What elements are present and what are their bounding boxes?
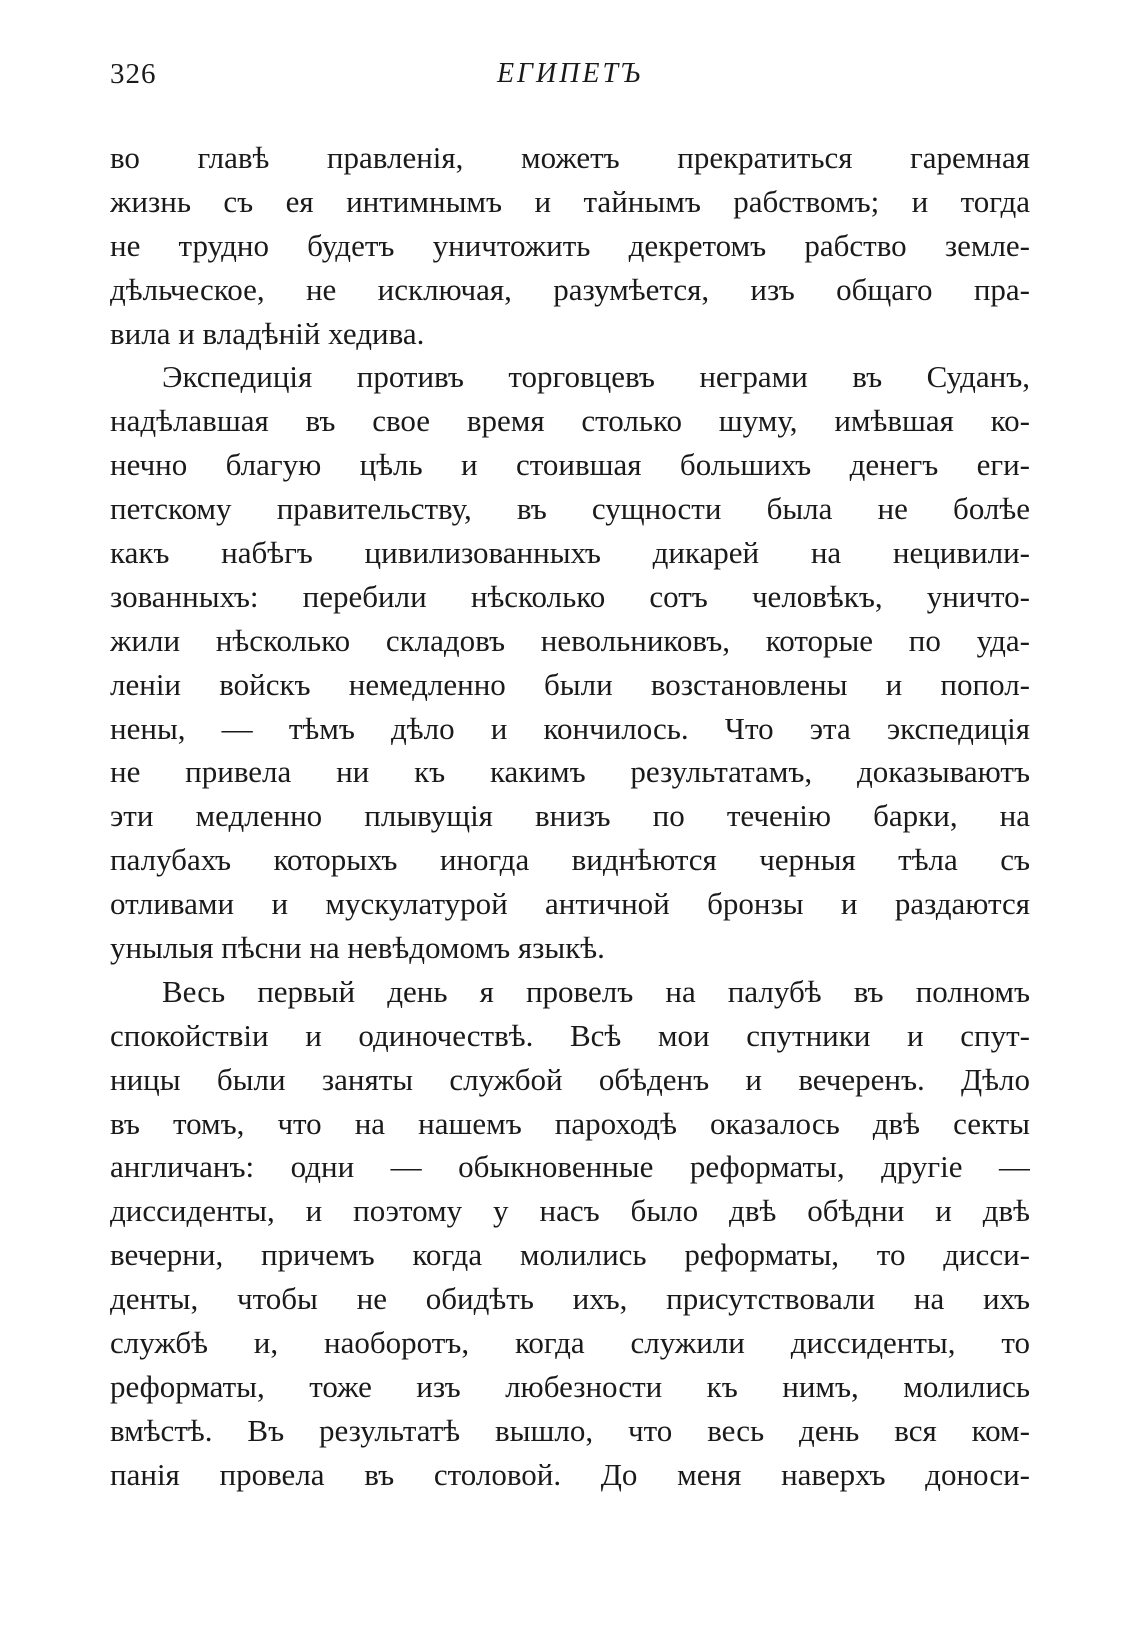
text-line: дѣльческое, не исключая, разумѣется, изъ общаго пра- xyxy=(110,271,1030,307)
text-line: вечерни, причемъ когда молились реформаты, то дисси- xyxy=(110,1237,1030,1273)
text-line: отливами и мускулатурой античной бронзы и раздаются xyxy=(110,886,1030,922)
text-line: надѣлавшая въ свое время столько шуму, имѣвшая ко- xyxy=(110,403,1030,439)
text-line: англичанъ: одни — обыкновенные реформаты, другіе — xyxy=(110,1149,1030,1185)
paragraph-3 xyxy=(110,970,1030,1497)
text-line: спокойствіи и одиночествѣ. Всѣ мои спутники и спут- xyxy=(110,1017,1030,1053)
paragraph-1 xyxy=(110,136,1030,355)
text-line: зованныхъ: перебили нѣсколько сотъ человѣкъ, уничто- xyxy=(110,578,1030,614)
text-line: леніи войскъ немедленно были возстановлены и попол- xyxy=(110,666,1030,702)
body-text xyxy=(110,136,1030,1497)
text-line: Весь первый день я провелъ на палубѣ въ полномъ xyxy=(162,973,1030,1009)
text-line: ницы были заняты службой обѣденъ и вечеренъ. Дѣло xyxy=(110,1061,1030,1097)
text-line: во главѣ правленія, можетъ прекратиться гаремная xyxy=(110,140,1030,175)
text-line: жизнь съ ея интимнымъ и тайнымъ рабствомъ; и тогда xyxy=(110,183,1030,219)
text-line: унылыя пѣсни на невѣдомомъ языкѣ. xyxy=(110,930,605,966)
text-line: Экспедиція противъ торговцевъ неграми въ Суданъ, xyxy=(162,359,1030,395)
text-line: жили нѣсколько складовъ невольниковъ, которые по уда- xyxy=(110,622,1030,658)
text-line: петскому правительству, въ сущности была не болѣе xyxy=(110,491,1030,527)
text-line: нены, — тѣмъ дѣло и кончилось. Что эта экспедиція xyxy=(110,710,1030,746)
text-line: службѣ и, наоборотъ, когда служили диссиденты, то xyxy=(110,1325,1030,1361)
text-line: не привела ни къ какимъ результатамъ, доказываютъ xyxy=(110,754,1030,790)
text-line: палубахъ которыхъ иногда виднѣются черныя тѣла съ xyxy=(110,842,1030,878)
text-line: не трудно будетъ уничтожить декретомъ рабство земле- xyxy=(110,227,1030,263)
text-line: вмѣстѣ. Въ результатѣ вышло, что весь день вся ком- xyxy=(110,1412,1030,1448)
page-number: 326 xyxy=(110,58,157,90)
text-line: въ томъ, что на нашемъ пароходѣ оказалось двѣ секты xyxy=(110,1105,1030,1141)
text-line: вила и владѣній хедива. xyxy=(110,315,425,351)
text-line: какъ набѣгъ цивилизованныхъ дикарей на нецивили- xyxy=(110,535,1030,571)
running-title: ЕГИПЕТЪ xyxy=(496,58,644,89)
text-line: панія провела въ столовой. До меня наверхъ доноси- xyxy=(110,1456,1030,1492)
running-head xyxy=(110,58,1030,98)
text-line: диссиденты, и поэтому у насъ было двѣ обѣдни и двѣ xyxy=(110,1193,1030,1229)
text-line: реформаты, тоже изъ любезности къ нимъ, молились xyxy=(110,1368,1030,1404)
text-line: эти медленно плывущія внизъ по теченію барки, на xyxy=(110,798,1030,834)
text-line: денты, чтобы не обидѣть ихъ, присутствовали на ихъ xyxy=(110,1281,1030,1317)
text-line: нечно благую цѣль и стоившая большихъ денегъ еги- xyxy=(110,447,1030,483)
paragraph-2 xyxy=(110,355,1030,969)
